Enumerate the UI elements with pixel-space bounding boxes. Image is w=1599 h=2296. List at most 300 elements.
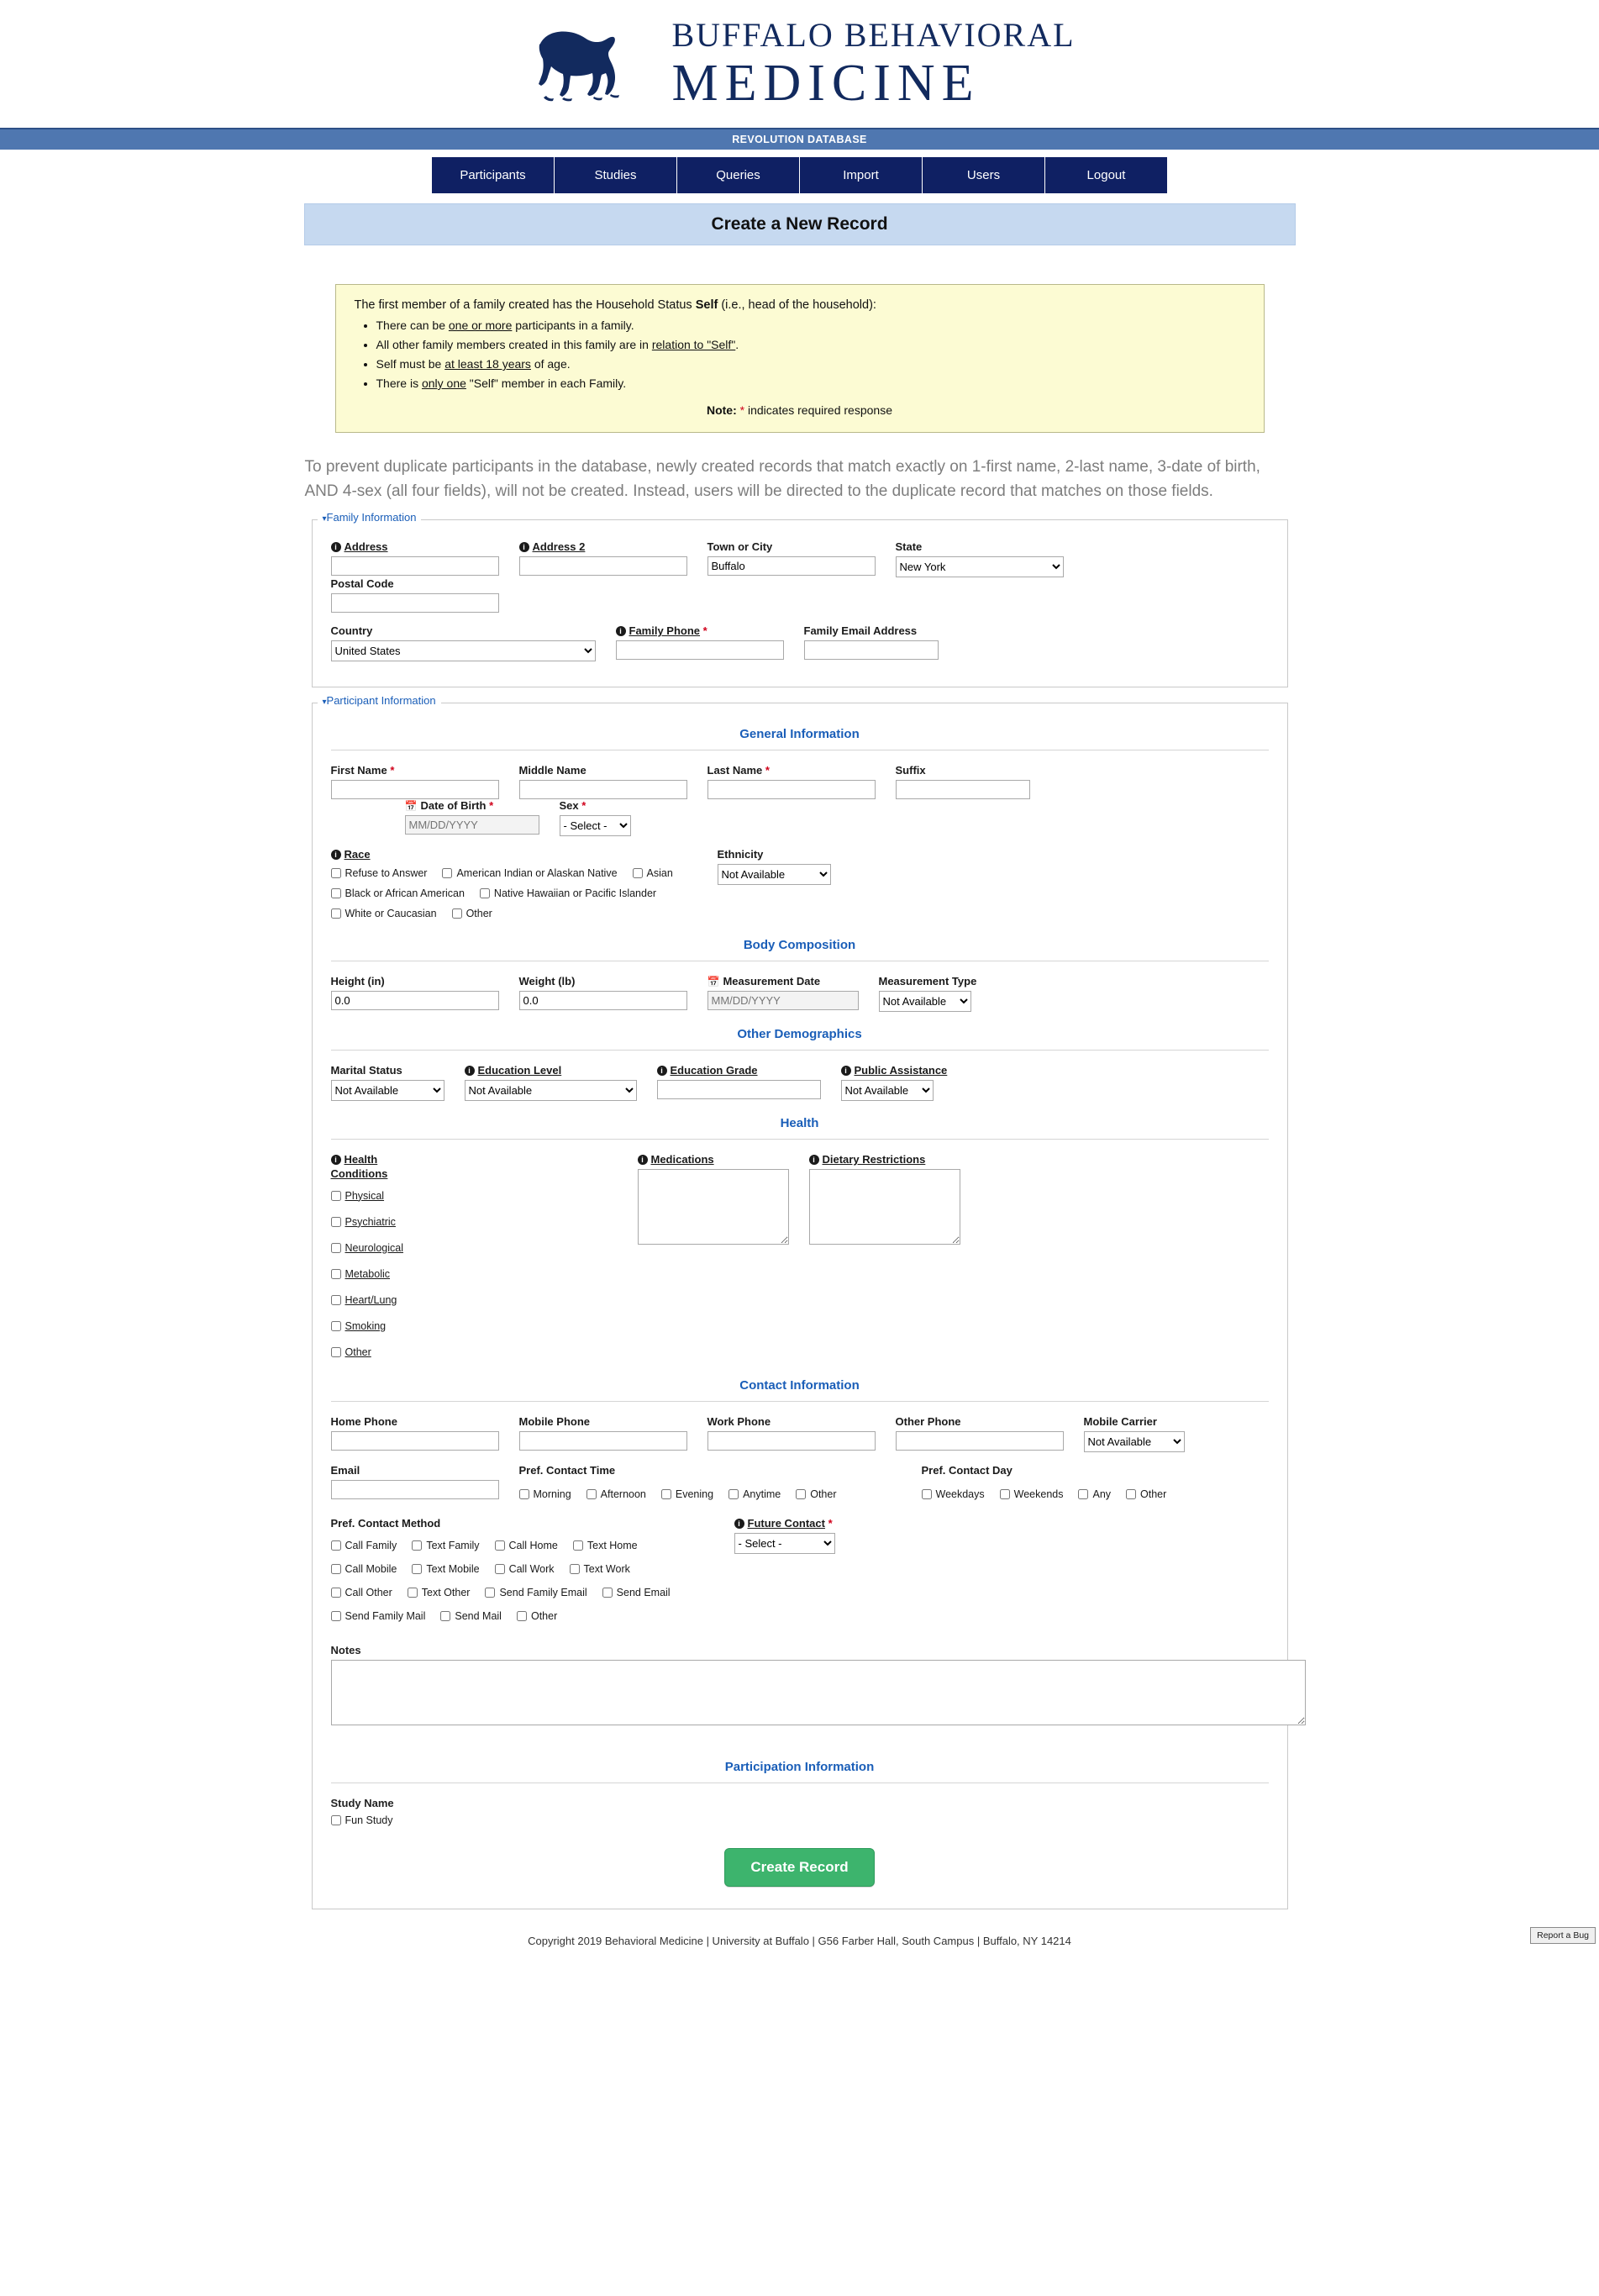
race-group [331,848,718,923]
pref-method-checkbox[interactable] [573,1540,583,1551]
measurement-type-select[interactable] [879,991,971,1012]
study-checkbox[interactable] [331,1815,341,1825]
pref-method-text-other[interactable] [408,1587,471,1598]
measurement-date-field-group [707,975,859,1012]
required-asterisk: * [489,798,494,812]
info-icon[interactable]: i [841,1066,851,1076]
weight-field-group [519,975,687,1012]
work-phone-label: Work Phone [707,1414,771,1428]
pref-method-label: Text Mobile [426,1562,480,1575]
weight-label: Weight (lb) [518,974,576,987]
nav-item-import[interactable]: Import [800,157,923,193]
health-condition-checkbox[interactable] [331,1295,341,1305]
medications-label [638,1153,789,1166]
sex-label-text: Sex [559,798,579,812]
race-option-label: Other [465,907,492,919]
marital-status-label: Marital Status [330,1063,402,1077]
note-bullet-list [355,319,1245,390]
medications-group [638,1153,789,1249]
pref-method-checkbox[interactable] [495,1540,505,1551]
postal-code-input[interactable] [331,593,499,613]
family-phone-field-group [616,624,784,661]
note-bullet-text-u: at least 18 years [444,357,531,371]
sex-select[interactable] [560,815,631,836]
note-bullet-text-b: of age. [530,357,571,371]
family-information-legend-label: Family Information [326,510,417,524]
pref-contact-method-label: Pref. Contact Method [330,1516,441,1530]
pref-day-label: Weekdays [935,1488,985,1500]
participant-information-fieldset [312,693,1288,1909]
pref-time-label: Other [810,1488,837,1500]
pref-method-call-family[interactable] [331,1540,397,1551]
pref-method-text-mobile[interactable] [412,1563,479,1575]
address2-label-text: Address 2 [532,540,586,553]
postal-label: Postal Code [330,577,394,590]
pref-contact-method-group [331,1517,734,1622]
pref-time-morning[interactable] [519,1488,571,1500]
required-asterisk: * [390,763,395,777]
public-assistance-label [841,1064,948,1077]
info-icon[interactable]: i [657,1066,667,1076]
education-grade-field-group [657,1064,821,1101]
pref-time-label: Morning [533,1488,571,1500]
required-asterisk: * [765,763,770,777]
race-checkbox[interactable] [331,908,341,919]
other-phone-label: Other Phone [895,1414,961,1428]
pref-day-any[interactable] [1078,1488,1111,1500]
pref-method-call-mobile[interactable] [331,1563,397,1575]
suffix-field-group [896,764,1030,799]
pref-time-checkbox[interactable] [661,1489,671,1499]
pref-method-label: Send Family Mail [345,1609,426,1622]
address-label [331,540,499,553]
education-level-select[interactable] [465,1080,637,1101]
health-condition-label: Metabolic [345,1267,390,1280]
note-bullet [376,377,1245,390]
pref-day-checkbox[interactable] [1126,1489,1136,1499]
pref-day-weekends[interactable] [1000,1488,1064,1500]
note-intro [355,298,1245,312]
country-select[interactable] [331,640,596,661]
race-option-label: White or Caucasian [345,907,437,919]
pref-day-checkbox[interactable] [1000,1489,1010,1499]
address2-field-group [519,540,687,577]
brand-line-2: MEDICINE [671,55,981,112]
pref-method-call-work[interactable] [495,1563,555,1575]
pref-time-afternoon[interactable] [586,1488,646,1500]
pref-method-send-mail[interactable] [440,1610,502,1622]
pref-time-checkbox[interactable] [519,1489,529,1499]
dob-input[interactable] [405,815,539,835]
health-condition-other[interactable] [331,1346,623,1358]
ethnicity-field-group [718,848,831,923]
email-input[interactable] [331,1480,499,1499]
note-bullet [376,357,1245,371]
other-phone-input[interactable] [896,1431,1064,1451]
mobile-phone-field-group [519,1415,687,1452]
weight-input[interactable] [519,991,687,1010]
pref-method-checkbox[interactable] [517,1611,527,1621]
pref-method-send-family-email[interactable] [485,1587,586,1598]
pref-day-other[interactable] [1126,1488,1166,1500]
last-name-field-group [707,764,876,799]
health-condition-label: Other [345,1345,371,1358]
pref-method-call-other[interactable] [331,1587,392,1598]
note-bullet-text-b: . [735,338,739,351]
pref-method-call-home[interactable] [495,1540,558,1551]
health-condition-smoking[interactable] [331,1320,623,1332]
required-asterisk: * [739,403,745,417]
height-input[interactable] [331,991,499,1010]
pref-time-label: Anytime [743,1488,781,1500]
nav-item-participants[interactable]: Participants [432,157,555,193]
health-condition-psychiatric[interactable] [331,1216,623,1228]
pref-method-label: Call Other [345,1586,392,1598]
race-option-asian[interactable] [633,867,673,879]
pref-method-label: Send Mail [455,1609,502,1622]
address-label-text: Address [344,540,388,553]
nav-item-studies[interactable]: Studies [555,157,677,193]
pref-time-evening[interactable] [661,1488,713,1500]
brand-line-1: BUFFALO BEHAVIORAL [671,16,1076,54]
pref-method-label: Text Home [586,1539,638,1551]
education-grade-label [657,1064,821,1077]
measurement-type-field-group [879,975,977,1012]
participant-information-legend-label: Participant Information [326,693,436,707]
note-bullet-text-u: only one [421,377,466,390]
pref-method-label: Call Home [508,1539,558,1551]
suffix-input[interactable] [896,780,1030,799]
pref-method-label: Other [530,1609,558,1622]
database-band [0,128,1599,150]
race-label-text: Race [344,847,371,861]
town-field-group [707,540,876,577]
country-field-group [331,624,596,661]
pref-time-checkbox[interactable] [796,1489,806,1499]
note-intro-c: (i.e., head of the household): [718,298,876,312]
section-contact-information: Contact Information [331,1378,1269,1402]
pref-method-label: Call Family [345,1539,397,1551]
middle-name-field-group [519,764,687,799]
database-band-label: REVOLUTION DATABASE [732,134,867,145]
pref-method-checkbox[interactable] [485,1588,495,1598]
future-contact-group [734,1517,835,1554]
first-name-field-group [331,764,499,799]
pref-time-other[interactable] [796,1488,836,1500]
pref-method-text-work[interactable] [570,1563,630,1575]
family-email-input[interactable] [804,640,939,660]
family-information-legend[interactable]: ▾Family Information [318,511,422,524]
last-name-label-text: Last Name [707,763,763,777]
ethnicity-label: Ethnicity [717,847,764,861]
section-health: Health [331,1116,1269,1140]
health-condition-label: Neurological [345,1241,403,1254]
info-icon[interactable]: i [465,1066,475,1076]
dietary-restrictions-label [809,1153,960,1166]
address2-label [519,540,687,553]
other-phone-field-group [896,1415,1064,1452]
pref-time-anytime[interactable] [728,1488,781,1500]
education-grade-input[interactable] [657,1080,821,1099]
pref-day-label: Weekends [1013,1488,1064,1500]
pref-method-checkbox[interactable] [331,1611,341,1621]
pref-method-checkbox[interactable] [331,1564,341,1574]
note-bullet-text-a: Self must be [376,357,445,371]
race-option-black[interactable] [331,887,465,899]
pref-method-label: Text Other [421,1586,471,1598]
info-icon[interactable]: i [734,1519,744,1529]
state-label: State [895,540,923,553]
nav-item-users[interactable]: Users [923,157,1045,193]
public-assistance-label-text: Public Assistance [854,1063,948,1077]
work-phone-input[interactable] [707,1431,876,1451]
pref-method-checkbox[interactable] [331,1588,341,1598]
measurement-date-input[interactable] [707,991,859,1010]
address2-input[interactable] [519,556,687,576]
pref-time-checkbox[interactable] [728,1489,739,1499]
note-bullet [376,338,1245,351]
note-bullet-text-u: one or more [448,319,513,332]
middle-name-input[interactable] [519,780,687,799]
pref-day-checkbox[interactable] [1078,1489,1088,1499]
note-bullet-text-b: participants in a family. [512,319,634,332]
pref-time-checkbox[interactable] [586,1489,597,1499]
dob-label [405,799,539,812]
note-bullet [376,319,1245,332]
info-icon[interactable]: i [616,626,626,636]
race-label [331,848,718,861]
notes-group [331,1644,1269,1730]
education-level-label [465,1064,637,1077]
race-checkbox[interactable] [442,868,452,878]
pref-method-text-family[interactable] [412,1540,479,1551]
pref-method-send-family-mail[interactable] [331,1610,426,1622]
pref-method-checkbox[interactable] [602,1588,613,1598]
study-name-label: Study Name [330,1796,394,1809]
pref-contact-day-group [922,1464,1182,1500]
education-grade-label-text: Education Grade [670,1063,758,1077]
education-level-label-text: Education Level [477,1063,562,1077]
mobile-phone-input[interactable] [519,1431,687,1451]
site-footer: Copyright 2019 Behavioral Medicine | University at Buffalo | G56 Farber Hall, South Campus | Buffalo, NY 14214 [528,1934,1071,1947]
section-body-composition: Body Composition [331,938,1269,961]
logo [523,16,1076,112]
mobile-carrier-select[interactable] [1084,1431,1185,1452]
info-icon[interactable]: i [331,850,341,860]
public-assistance-select[interactable] [841,1080,934,1101]
sex-label [560,799,631,812]
race-checkbox[interactable] [452,908,462,919]
middle-name-label: Middle Name [518,763,586,777]
dietary-restrictions-label-text: Dietary Restrictions [822,1152,926,1166]
pref-method-label: Send Email [616,1586,671,1598]
race-option-label: Native Hawaiian or Pacific Islander [493,887,657,899]
first-name-label [331,764,499,777]
state-select[interactable] [896,556,1064,577]
pref-method-checkbox[interactable] [440,1611,450,1621]
last-name-input[interactable] [707,780,876,799]
pref-method-checkbox[interactable] [331,1540,341,1551]
notes-label: Notes [330,1643,361,1656]
suffix-label: Suffix [895,763,926,777]
note-bullet-text-a: There is [376,377,422,390]
postal-field-group [331,577,499,613]
pref-method-label: Call Mobile [345,1562,397,1575]
pref-method-text-home[interactable] [573,1540,638,1551]
email-field-group [331,1464,499,1499]
pref-method-other[interactable] [517,1610,557,1622]
health-conditions-group [331,1153,638,1363]
note-bullet-text-a: There can be [376,319,449,332]
address-field-group [331,540,499,577]
race-option-other[interactable] [452,908,492,919]
pref-time-label: Afternoon [600,1488,646,1500]
home-phone-input[interactable] [331,1431,499,1451]
measurement-type-label: Measurement Type [878,974,977,987]
race-checkbox[interactable] [480,888,490,898]
calendar-icon[interactable]: 📅 [707,975,720,987]
create-record-button[interactable]: Create Record [724,1848,874,1887]
health-condition-checkbox[interactable] [331,1217,341,1227]
public-assistance-field-group [841,1064,948,1101]
study-option-fun-study[interactable] [331,1814,1254,1826]
health-condition-checkbox[interactable] [331,1243,341,1253]
health-condition-physical[interactable] [331,1190,623,1202]
section-general-information: General Information [331,727,1269,750]
pref-method-label: Text Family [426,1539,480,1551]
dob-label-text: Date of Birth [420,798,487,812]
health-condition-label: Heart/Lung [345,1293,397,1306]
required-asterisk: * [702,624,707,637]
mobile-phone-label: Mobile Phone [518,1414,590,1428]
pref-contact-time-label: Pref. Contact Time [518,1463,616,1477]
race-checkbox[interactable] [633,868,643,878]
note-footer [355,403,1245,417]
pref-method-checkbox[interactable] [495,1564,505,1574]
health-condition-label: Psychiatric [345,1215,396,1228]
race-checkbox[interactable] [331,868,341,878]
education-level-field-group [465,1064,637,1101]
town-input[interactable] [707,556,876,576]
home-phone-label: Home Phone [330,1414,397,1428]
pref-time-label: Evening [675,1488,714,1500]
study-option-label: Fun Study [345,1814,393,1826]
health-condition-checkbox[interactable] [331,1321,341,1331]
address-input[interactable] [331,556,499,576]
race-option-label: Black or African American [345,887,465,899]
pref-day-checkbox[interactable] [922,1489,932,1499]
pref-method-label: Call Work [508,1562,555,1575]
future-contact-label [734,1517,835,1530]
height-label: Height (in) [330,974,385,987]
health-condition-checkbox[interactable] [331,1269,341,1279]
pref-method-checkbox[interactable] [570,1564,580,1574]
report-a-bug-button[interactable]: Report a Bug [1530,1927,1596,1944]
health-condition-neurological[interactable] [331,1242,623,1254]
dob-field-group [405,799,539,836]
info-icon[interactable]: i [331,1155,341,1165]
info-icon[interactable]: i [331,542,341,552]
pref-contact-day-label: Pref. Contact Day [921,1463,1013,1477]
medications-textarea[interactable] [638,1169,789,1245]
family-information-fieldset [312,510,1288,687]
section-other-demographics: Other Demographics [331,1027,1269,1051]
home-phone-field-group [331,1415,499,1452]
info-icon[interactable]: i [638,1155,648,1165]
town-label: Town or City [707,540,773,553]
medications-label-text: Medications [650,1152,714,1166]
race-option-white[interactable] [331,908,437,919]
ethnicity-select[interactable] [718,864,831,885]
race-option-label: American Indian or Alaskan Native [456,866,618,879]
nav-item-queries[interactable]: Queries [677,157,800,193]
info-note-box [335,284,1265,433]
health-condition-heart-lung[interactable] [331,1294,623,1306]
country-label: Country [330,624,373,637]
race-option-refuse[interactable] [331,867,428,879]
health-condition-checkbox[interactable] [331,1347,341,1357]
family-phone-label [616,624,784,637]
marital-status-select[interactable] [331,1080,444,1101]
measurement-date-label [707,975,859,987]
note-footer-label: Note: [706,403,737,417]
health-condition-metabolic[interactable] [331,1268,623,1280]
dietary-restrictions-textarea[interactable] [809,1169,960,1245]
note-intro-b: Self [695,298,718,312]
participant-information-legend[interactable]: ▾Participant Information [318,694,441,707]
health-conditions-label [331,1153,423,1182]
calendar-icon[interactable]: 📅 [404,799,418,812]
submit-row [331,1848,1269,1887]
race-option-native-hawaiian[interactable] [480,887,656,899]
family-email-label: Family Email Address [803,624,918,637]
note-bullet-text-u: relation to "Self" [651,338,736,351]
pref-method-checkbox[interactable] [408,1588,418,1598]
race-option-label: Asian [646,866,673,879]
pref-method-label: Send Family Email [499,1586,587,1598]
note-footer-text: indicates required response [744,403,892,417]
health-condition-checkbox[interactable] [331,1191,341,1201]
pref-method-checkbox[interactable] [412,1540,422,1551]
first-name-input[interactable] [331,780,499,799]
pref-method-checkbox[interactable] [412,1564,422,1574]
future-contact-label-text: Future Contact [747,1516,825,1530]
notes-textarea[interactable] [331,1660,1306,1725]
pref-method-send-email[interactable] [602,1587,671,1598]
family-phone-label-text: Family Phone [629,624,701,637]
health-condition-label: Physical [345,1189,385,1202]
health-condition-label: Smoking [345,1319,387,1332]
health-conditions-label-text-1: Health [344,1152,378,1166]
mobile-carrier-field-group [1084,1415,1185,1452]
info-icon[interactable]: i [809,1155,819,1165]
family-phone-input[interactable] [616,640,784,660]
pref-day-weekdays[interactable] [922,1488,985,1500]
required-asterisk: * [828,1516,833,1530]
race-option-american-indian[interactable] [442,867,617,879]
nav-item-logout[interactable]: Logout [1045,157,1167,193]
info-icon[interactable]: i [519,542,529,552]
duplicate-warning-paragraph: To prevent duplicate participants in the database, newly created records that match exactly on 1-first name, 2-last name, 3-date of birth, AND 4-sex (all four fields), will not be created. Instead, users will be directed to the duplicate record that matches on those fields. [304,458,1260,501]
measurement-date-label-text: Measurement Date [723,974,821,987]
last-name-label [707,764,876,777]
page-title: Create a New Record [304,203,1296,245]
mobile-carrier-label: Mobile Carrier [1083,1414,1157,1428]
future-contact-select[interactable] [734,1533,835,1554]
sex-field-group [560,799,631,836]
main-navigation [0,157,1599,193]
race-checkbox[interactable] [331,888,341,898]
